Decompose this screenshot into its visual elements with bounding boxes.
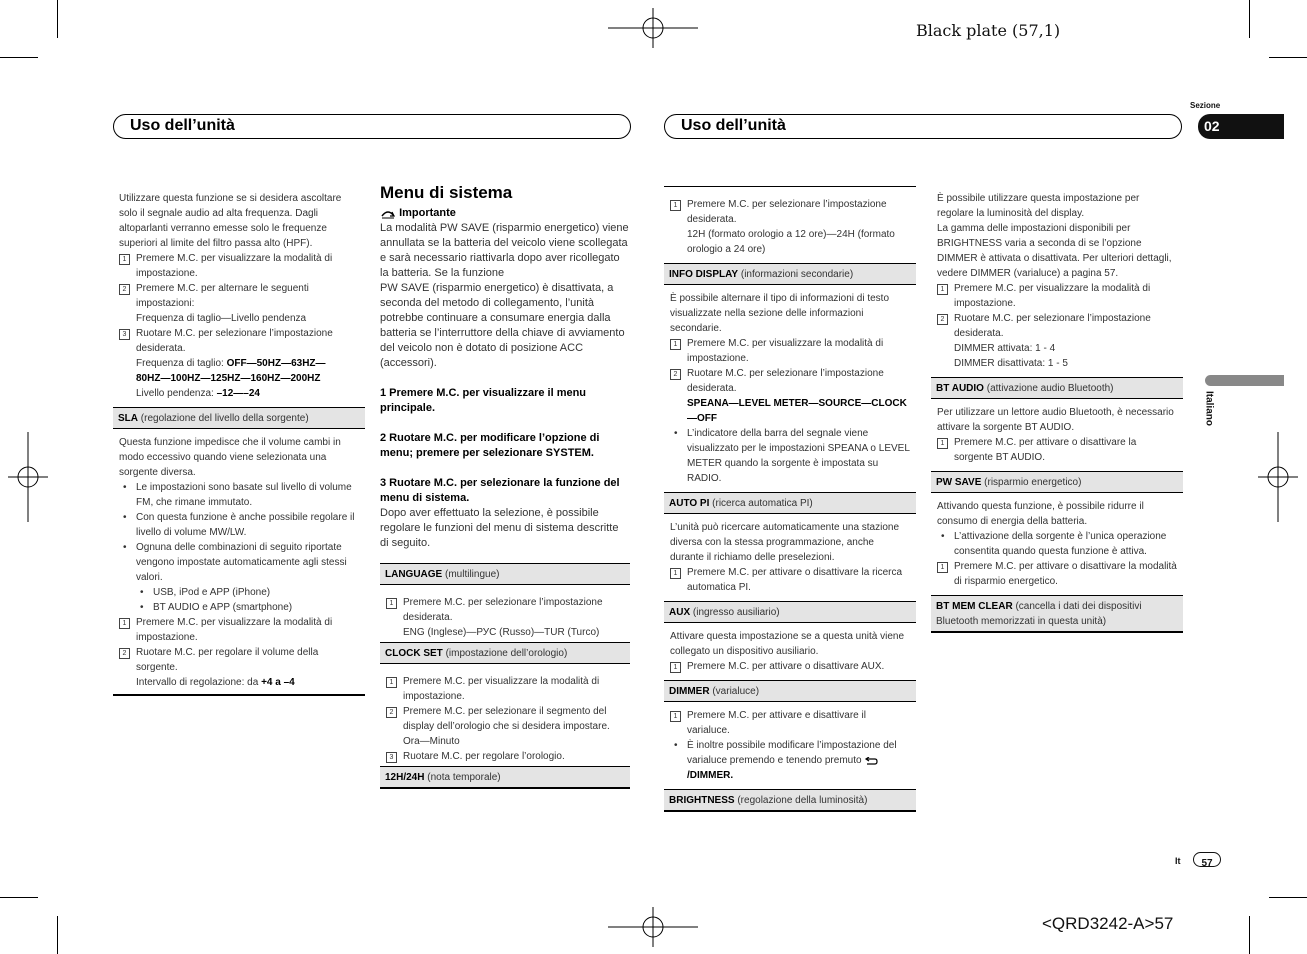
sla-bullet-3: • Ognuna delle combinazioni di seguito riportate vengono impostate automaticamente agli stessi valori.: [119, 540, 359, 585]
language-step-1: 1 Premere M.C. per selezionare l’impostazione desiderata.: [386, 595, 630, 625]
hpf-step-2-sub: Frequenza di taglio—Livello pendenza: [136, 313, 307, 324]
right-section-title: Uso dell’unità: [681, 117, 786, 134]
column-4: [937, 191, 1177, 639]
info-display-text: È possibile alternare il tipo di informazioni di testo visualizzate nella sezione delle informazioni secondarie.: [670, 293, 889, 334]
bt-mem-clear-heading-bar: BT MEM CLEAR (cancella i dati dei dispositivi Bluetooth memorizzati in questa unità): [931, 595, 1183, 633]
hpf-freq: Frequenza di taglio: OFF—50HZ—63HZ—: [136, 358, 326, 369]
time-format-step-1: 1 Premere M.C. per selezionare l’impostazione desiderata.: [670, 197, 910, 227]
info-step-2: 2 Ruotare M.C. per selezionare l’impostazione desiderata.: [670, 366, 910, 396]
bt-audio-step-1: 1 Premere M.C. per attivare o disattivare la sorgente BT AUDIO.: [937, 435, 1177, 465]
important-label: Importante: [380, 206, 630, 221]
time-format-options: 12H (formato orologio a 12 ore)—24H (formato orologio a 24 ore): [687, 229, 895, 255]
sezione-label: Sezione: [1190, 101, 1221, 110]
language-heading-bar: LANGUAGE (multilingue): [380, 563, 630, 585]
pw-save-bullet-1: • L’attivazione della sorgente è l’unica operazione consentita quando questa funzione è attiva.: [937, 529, 1177, 559]
sla-step-2: 2 Ruotare M.C. per regolare il volume della sorgente.: [119, 645, 359, 675]
brightness-step-1: 1 Premere M.C. per visualizzare la modalità di impostazione.: [937, 281, 1177, 311]
auto-pi-heading-bar: AUTO PI (ricerca automatica PI): [664, 492, 916, 514]
back-icon: [864, 756, 878, 765]
registration-mark-left: [8, 432, 48, 522]
brightness-step-2: 2 Ruotare M.C. per selezionare l’impostazione desiderata.: [937, 311, 1177, 341]
info-options: SPEANA—LEVEL METER—SOURCE—CLOCK—OFF: [687, 398, 907, 424]
sla-text: Questa funzione impedisce che il volume cambi in modo eccessivo quando viene selezionata una sorgente diversa.: [119, 437, 341, 478]
brightness-dimmer-off: DIMMER disattivata: 1 - 5: [954, 358, 1068, 369]
brightness-heading-bar: BRIGHTNESS (regolazione della luminosità): [664, 789, 916, 812]
plate-label: Black plate (57,1): [916, 21, 1061, 40]
page-lang: It: [1175, 856, 1181, 866]
sla-subbullet-1: • USB, iPod e APP (iPhone): [119, 585, 359, 600]
system-step-2: 2 Ruotare M.C. per modificare l’opzione di menu; premere per selezionare SYSTEM.: [380, 432, 600, 459]
column-2: [380, 185, 630, 789]
12h-24h-heading-bar: 12H/24H (nota temporale): [380, 766, 630, 789]
footer-code: <QRD3242-A>57: [1042, 914, 1174, 933]
brightness-intro: È possibile utilizzare questa impostazione per regolare la luminosità del display.: [937, 193, 1140, 219]
clock-step-3: 3 Ruotare M.C. per regolare l’orologio.: [386, 749, 630, 764]
info-step-1: 1 Premere M.C. per visualizzare la modalità di impostazione.: [670, 336, 910, 366]
column-3: [670, 186, 910, 818]
right-section-header: [664, 114, 1182, 139]
sla-bullet-1: • Le impostazioni sono basate sul livello di volume FM, che rimane immutato.: [119, 480, 359, 510]
language-tab: [1205, 375, 1284, 386]
sla-heading-bar: SLA (regolazione del livello della sorgente): [113, 407, 365, 429]
info-display-heading-bar: INFO DISPLAY (informazioni secondarie): [664, 263, 916, 285]
sla-bullet-2: • Con questa funzione è anche possibile regolare il livello di volume MW/LW.: [119, 510, 359, 540]
language-options: ENG (Inglese)—РУС (Russo)—TUR (Turco): [403, 627, 600, 638]
page-number: 57: [1201, 858, 1213, 869]
sezione-number: 02: [1204, 118, 1220, 134]
clock-step-2: 2 Premere M.C. per selezionare il segmento del display dell’orologio che si desidera impostare.: [386, 704, 630, 734]
left-section-title: Uso dell’unità: [130, 117, 235, 134]
bt-audio-heading-bar: BT AUDIO (attivazione audio Bluetooth): [931, 377, 1183, 399]
page-number-badge: [1193, 852, 1221, 867]
system-step-3-text: Dopo aver effettuato la selezione, è possibile regolare le funzioni del menu di sistema descritte di seguito.: [380, 507, 619, 549]
hpf-slope: Livello pendenza: –12—–24: [136, 388, 260, 399]
clock-set-heading-bar: CLOCK SET (impostazione dell’orologio): [380, 642, 630, 664]
system-menu-title: Menu di sistema: [380, 183, 513, 202]
column-2-settings: [380, 563, 630, 789]
hpf-freq-2: 80HZ—100HZ—125HZ—160HZ—200HZ: [136, 373, 321, 384]
sezione-badge: [1198, 114, 1284, 139]
system-step-1: 1 Premere M.C. per visualizzare il menu principale.: [380, 387, 587, 414]
language-tab-label: Italiano: [1203, 390, 1215, 426]
aux-step-1: 1 Premere M.C. per attivare o disattivare AUX.: [670, 659, 910, 674]
clock-step-1: 1 Premere M.C. per visualizzare la modalità di impostazione.: [386, 674, 630, 704]
auto-pi-step-1: 1 Premere M.C. per attivare o disattivare la ricerca automatica PI.: [670, 565, 910, 595]
registration-mark-bottom: [608, 907, 698, 947]
registration-mark-top: [608, 8, 698, 48]
pw-save-heading-bar: PW SAVE (risparmio energetico): [931, 471, 1183, 493]
sla-subbullet-2: • BT AUDIO e APP (smartphone): [119, 600, 359, 615]
aux-heading-bar: AUX (ingresso ausiliario): [664, 601, 916, 623]
important-text-1: La modalità PW SAVE (risparmio energetico) viene annullata se la batteria del veicolo viene scollegata e sarà necessario riattivarla dopo aver ricollegato la batteria. Se la funzione: [380, 222, 629, 279]
dimmer-bullet-1: • È inoltre possibile modificare l’impostazione del varialuce premendo e tenendo premuto /DIMMER.: [670, 738, 910, 783]
important-icon: [380, 209, 396, 218]
hpf-step-3: 3 Ruotare M.C. per selezionare l’impostazione desiderata.: [119, 326, 359, 356]
pw-save-step-1: 1 Premere M.C. per attivare o disattivare la modalità di risparmio energetico.: [937, 559, 1177, 589]
system-step-3: 3 Ruotare M.C. per selezionare la funzione del menu di sistema.: [380, 477, 620, 504]
brightness-dimmer-on: DIMMER attivata: 1 - 4: [954, 343, 1056, 354]
sla-step-1: 1 Premere M.C. per visualizzare la modalità di impostazione.: [119, 615, 359, 645]
column-1: [119, 191, 359, 702]
auto-pi-text: L’unità può ricercare automaticamente una stazione diversa con la stessa programmazione, anche durante il richiamo delle preselezioni.: [670, 522, 900, 563]
bt-audio-text: Per utilizzare un lettore audio Bluetooth, è necessario attivare la sorgente BT AUDIO.: [937, 407, 1174, 433]
column-1-end-rule: [113, 694, 365, 696]
dimmer-step-1: 1 Premere M.C. per attivare e disattivare il varialuce.: [670, 708, 910, 738]
dimmer-heading-bar: DIMMER (varialuce): [664, 680, 916, 702]
aux-text: Attivare questa impostazione se a questa unità viene collegato un dispositivo ausiliario.: [670, 631, 905, 657]
column-3-top-rule: [664, 186, 916, 187]
left-section-header: [113, 114, 631, 139]
hpf-step-2: 2 Premere M.C. per alternare le seguenti impostazioni:: [119, 281, 359, 311]
clock-step-2-sub: Ora—Minuto: [403, 736, 460, 747]
pw-save-text: Attivando questa funzione, è possibile ridurre il consumo di energia della batteria.: [937, 501, 1144, 527]
brightness-intro-2: La gamma delle impostazioni disponibili per BRIGHTNESS varia a seconda di se l’opzione DIMMER è attivata o disattivata. Per ulteriori dettagli, vedere DIMMER (varialuce) a pagina 57.: [937, 223, 1172, 279]
sla-range: Intervallo di regolazione: da +4 a –4: [136, 677, 295, 688]
registration-mark-right: [1258, 432, 1298, 522]
hpf-step-1: 1 Premere M.C. per visualizzare la modalità di impostazione.: [119, 251, 359, 281]
important-text-2: PW SAVE (risparmio energetico) è disattivata, a seconda del metodo di collegamento, l’unità potrebbe continuare a consumare energia dalla batteria se l’interruttore della chiave di avviamento del veicolo non è dotato di posizione ACC (accessori).: [380, 282, 625, 369]
info-bullet-1: • L’indicatore della barra del segnale viene visualizzato per le impostazioni SPEANA o LEVEL METER quando la sorgente è impostata su RADIO.: [670, 426, 910, 486]
hpf-intro: Utilizzare questa funzione se si desidera ascoltare solo il segnale audio ad alta frequenza. Dagli altoparlanti verranno emesse solo le frequenze superiori al limite del filtro passa alto (HPF).: [119, 193, 342, 249]
